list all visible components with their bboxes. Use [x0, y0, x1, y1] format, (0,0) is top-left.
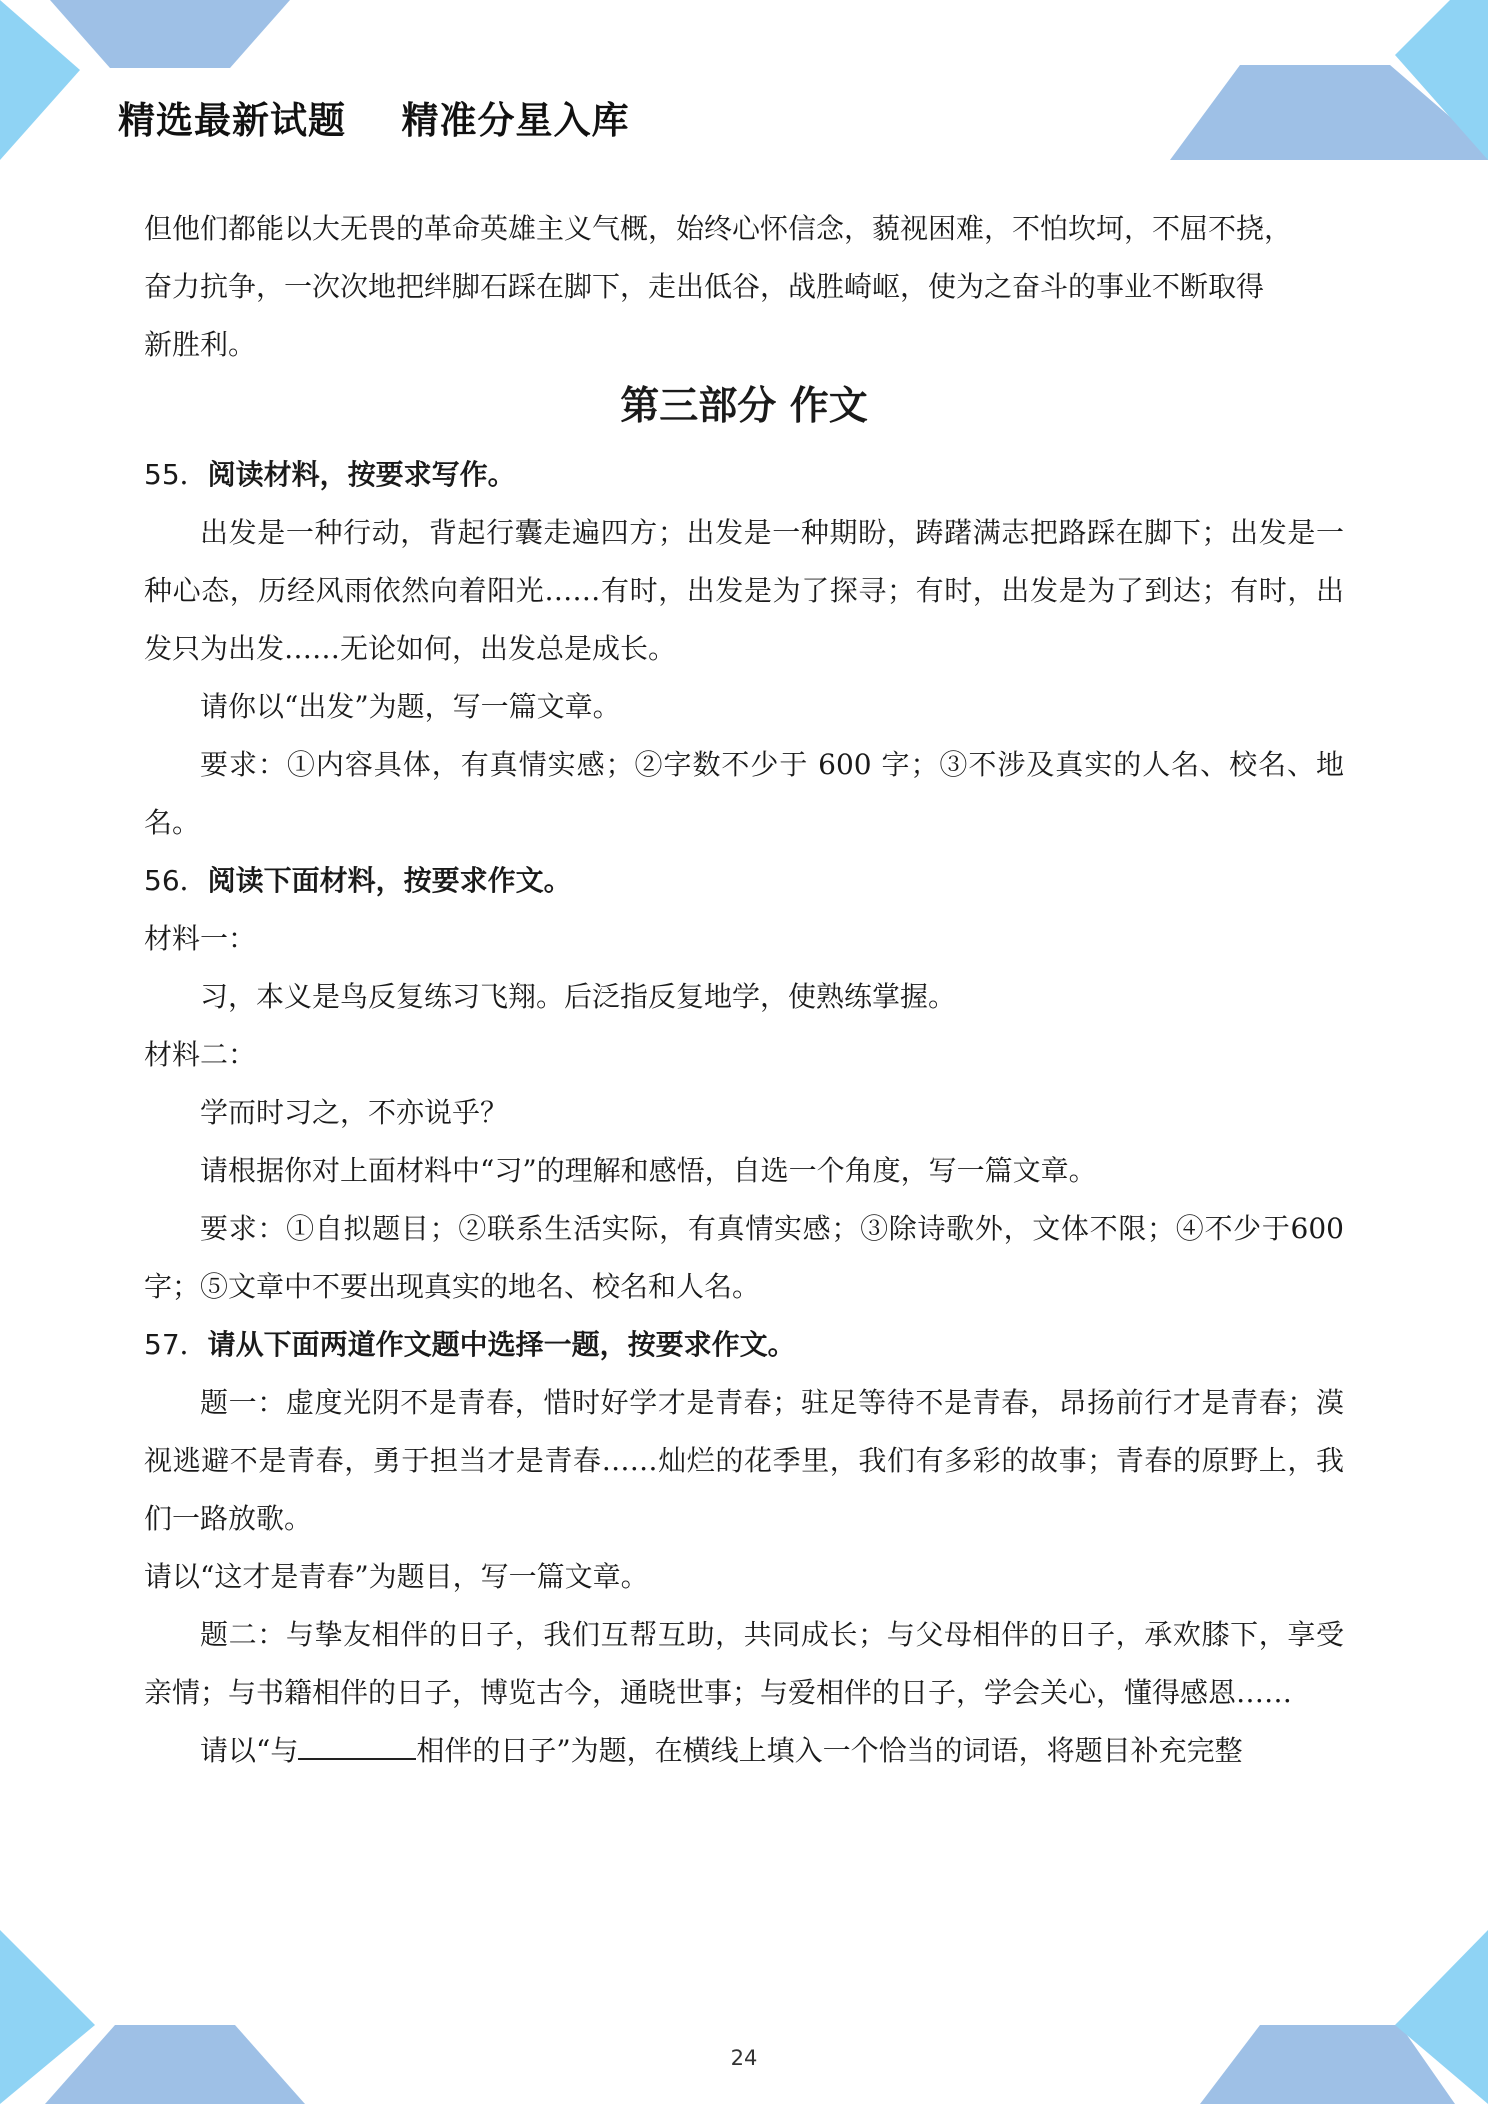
- fill-in-blank[interactable]: [298, 1728, 416, 1760]
- question-56-heading: [144, 852, 1344, 910]
- question-55-heading: [144, 446, 1344, 504]
- question-number: 57．: [144, 1328, 208, 1361]
- intro-line: 奋力抗争，一次次地把绊脚石踩在脚下，走出低谷，战胜崎岖，使为之奋斗的事业不断取得: [144, 270, 1265, 303]
- bottom-right-decoration: [1170, 1930, 1488, 2104]
- topic-1-instruction: 请以“这才是青春”为题目，写一篇文章。: [144, 1560, 649, 1593]
- topic-2-text: 题二：与挚友相伴的日子，我们互帮互助，共同成长；与父母相伴的日子，承欢膝下，享受亲情；与书籍相伴的日子，博览古今，通晓世事；与爱相伴的日子，学会关心，懂得感恩……: [144, 1618, 1344, 1709]
- instruction-before-blank: 请以“与: [200, 1734, 299, 1767]
- material-2-text: 学而时习之，不亦说乎？: [200, 1096, 509, 1129]
- deco-trapezoid: [50, 0, 290, 68]
- topic-2-instruction: [144, 1722, 1344, 1780]
- intro-line: 新胜利。: [144, 328, 257, 361]
- question-prompt: 阅读下面材料，按要求作文。: [207, 864, 572, 897]
- question-number: 55．: [144, 458, 208, 491]
- top-left-decoration: [0, 0, 300, 170]
- question-number: 56．: [144, 864, 208, 897]
- page-number: 24: [730, 2046, 758, 2070]
- deco-triangle: [0, 0, 80, 160]
- q55-instruction: 请你以“出发”为题，写一篇文章。: [200, 690, 621, 723]
- material-1-label: 材料一：: [144, 922, 257, 955]
- page-content: [144, 200, 1344, 1780]
- header-title: 精选最新试题 精准分星入库: [118, 99, 630, 142]
- material-2-label: 材料二：: [144, 1038, 257, 1071]
- question-prompt: 阅读材料，按要求写作。: [207, 458, 516, 491]
- bottom-left-decoration: [0, 1930, 310, 2104]
- material-1-text: 习，本义是鸟反复练习飞翔。后泛指反复地学，使熟练掌握。: [200, 980, 957, 1013]
- question-prompt: 请从下面两道作文题中选择一题，按要求作文。: [207, 1328, 796, 1361]
- topic-1-text: 题一：虚度光阴不是青春，惜时好学才是青春；驻足等待不是青春，昂扬前行才是青春；漠视逃避不是青春，勇于担当才是青春……灿烂的花季里，我们有多彩的故事；青春的原野上，我们一路放歌。: [144, 1386, 1344, 1535]
- q55-requirement: 要求：①内容具体，有真情实感；②字数不少于 600 字；③不涉及真实的人名、校名、地名。: [144, 748, 1344, 839]
- question-57-heading: [144, 1316, 1344, 1374]
- top-right-decoration: [1170, 0, 1488, 170]
- q55-material: 出发是一种行动，背起行囊走遍四方；出发是一种期盼，踌躇满志把路踩在脚下；出发是一种心态，历经风雨依然向着阳光……有时，出发是为了探寻；有时，出发是为了到达；有时，出发只为出发……无论如何，出发总是成长。: [144, 516, 1344, 665]
- section-title: 第三部分 作文: [620, 384, 868, 429]
- q56-instruction: 请根据你对上面材料中“习”的理解和感悟，自选一个角度，写一篇文章。: [200, 1154, 1097, 1187]
- instruction-after-blank: 相伴的日子”为题，在横线上填入一个恰当的词语，将题目补充完整: [416, 1734, 1243, 1767]
- intro-line: 但他们都能以大无畏的革命英雄主义气概，始终心怀信念，藐视困难，不怕坎坷，不屈不挠，: [144, 212, 1293, 245]
- q56-requirement: 要求：①自拟题目；②联系生活实际，有真情实感；③除诗歌外，文体不限；④不少于600 字；⑤文章中不要出现真实的地名、校名和人名。: [144, 1212, 1344, 1303]
